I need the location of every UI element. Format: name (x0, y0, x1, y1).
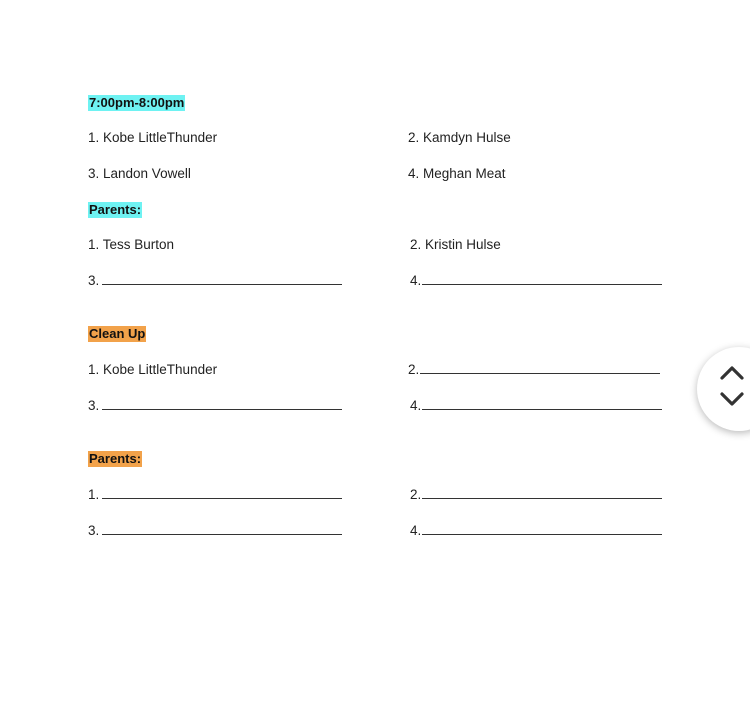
blank-signup-line (88, 397, 342, 415)
blank-signup-line (410, 486, 662, 504)
clean-up-heading: Clean Up (89, 326, 146, 341)
blank-signup-line (410, 397, 662, 415)
blank-signup-line (410, 522, 662, 540)
blank-signup-line (408, 361, 660, 379)
time-slot-heading: 7:00pm-8:00pm (89, 95, 185, 110)
list-number: 2. (408, 362, 420, 377)
list-number: 2. (410, 487, 422, 502)
blank-signup-line (88, 272, 342, 290)
parents-heading: Parents: (89, 202, 142, 217)
list-item: 2. Kamdyn Hulse (408, 130, 511, 145)
blank-line (102, 497, 342, 499)
blank-signup-line (88, 522, 342, 540)
list-number: 3. (88, 398, 100, 413)
list-number: 3. (88, 273, 100, 288)
blank-line (420, 372, 660, 374)
list-item: 4. Meghan Meat (408, 166, 506, 181)
blank-signup-line (410, 272, 662, 290)
list-number: 4. (410, 523, 422, 538)
list-item: 3. Landon Vowell (88, 166, 191, 181)
blank-line (102, 283, 342, 285)
clean-up-parents-heading: Parents: (89, 451, 142, 466)
chevron-up-icon[interactable] (719, 364, 745, 382)
list-item: 1. Tess Burton (88, 237, 175, 252)
list-item: 1. Kobe LittleThunder (88, 130, 218, 145)
blank-line (102, 408, 342, 410)
blank-line (422, 283, 662, 285)
blank-line (422, 533, 662, 535)
list-number: 1. (88, 487, 100, 502)
list-item: 1. Kobe LittleThunder (88, 362, 218, 377)
chevron-down-icon[interactable] (719, 390, 745, 408)
blank-line (102, 533, 342, 535)
blank-line (422, 497, 662, 499)
list-number: 4. (410, 273, 422, 288)
blank-signup-line (88, 486, 342, 504)
list-item: 2. Kristin Hulse (410, 237, 501, 252)
blank-line (422, 408, 662, 410)
list-number: 4. (410, 398, 422, 413)
list-number: 3. (88, 523, 100, 538)
page-scroll-widget[interactable] (697, 347, 750, 431)
